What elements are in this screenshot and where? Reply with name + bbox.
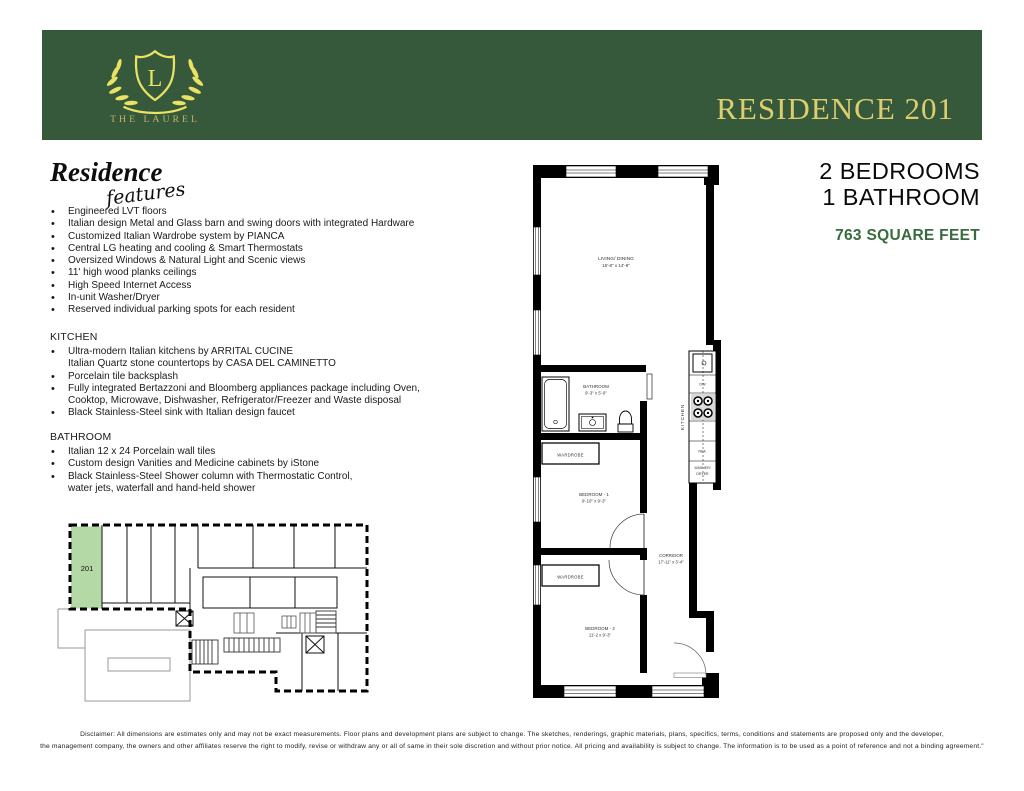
svg-text:BATHROOM: BATHROOM: [583, 384, 609, 389]
list-item: • Fully integrated Bertazzoni and Bloomberg appliances package including Oven, Cooktop, Microwave, Dishwasher, Refrigerator/Freezer and Waste disposal: [40, 383, 420, 408]
storage-lockers: [234, 613, 316, 633]
svg-text:CORRIDOR: CORRIDOR: [659, 553, 683, 558]
bathrooms-count: 1 BATHROOM: [822, 184, 980, 210]
wardrobe2-label: WARDROBE: [557, 574, 584, 580]
list-item: • Porcelain tile backsplash: [40, 371, 420, 383]
list-item: • High Speed Internet Access: [40, 280, 414, 292]
wardrobe1-label: WARDROBE: [557, 452, 584, 458]
disclaimer-line-2: the management company, the owners and other affiliates reserve the right to modify, revise or withdraw any or all of same in their sole discretion and without prior notice. All pricing and availability is subject to change. The information is to be used as a point of reference and not a binding agreement.": [40, 743, 984, 750]
kitchen-list: [40, 346, 420, 420]
washer-label: WASHER/: [694, 466, 711, 470]
list-item: • Central LG heating and cooling & Smart Thermostats: [40, 243, 414, 255]
svg-text:BEDROOM - 2: BEDROOM - 2: [585, 626, 615, 631]
list-item: • Reserved individual parking spots for each resident: [40, 304, 414, 316]
list-item: • Customized Italian Wardrobe system by PIANCA: [40, 231, 414, 243]
svg-text:11'-2 x 9'-3": 11'-2 x 9'-3": [588, 632, 612, 638]
svg-text:LIVING/ DINING: LIVING/ DINING: [598, 257, 634, 262]
pocket-door: [647, 374, 652, 399]
bathroom-heading: BATHROOM: [50, 431, 112, 443]
room-bedroom-1: [579, 492, 609, 504]
toilet-icon: [618, 411, 633, 432]
list-item: • Black Stainless-Steel Shower column with Thermostatic Control, water jets, waterfall and hand-held shower: [40, 471, 352, 496]
features-subheading: features: [104, 178, 187, 210]
dw-label: DW: [699, 382, 706, 387]
entry-door-leaf: [674, 673, 706, 678]
room-corridor: [658, 553, 684, 565]
room-living-dining: [598, 256, 634, 268]
list-item: • Custom design Vanities and Medicine cabinets by iStone: [40, 458, 352, 470]
bedrooms-count: 2 BEDROOMS: [819, 158, 980, 184]
dryer-label: DRYER: [696, 472, 709, 476]
bathroom-list: [40, 446, 352, 495]
vanity-sink-icon: [579, 414, 606, 431]
svg-text:16'-8" x 14'-9": 16'-8" x 14'-9": [602, 263, 630, 268]
keyplan-unit-201-label: 201: [80, 564, 94, 573]
residence-title: RESIDENCE 201: [716, 91, 954, 126]
svg-text:9'-3" x 5'-0": 9'-3" x 5'-0": [585, 390, 607, 396]
room-bathroom: [583, 384, 609, 396]
features-heading: Residence: [50, 157, 163, 187]
svg-text:17'-11" x 3'-4": 17'-11" x 3'-4": [658, 559, 684, 565]
bathtub-icon: [542, 377, 569, 431]
laurel-logo: [80, 42, 230, 125]
unit-floorplan: [528, 165, 728, 710]
ref-label: REF.: [698, 449, 707, 454]
svg-text:9'-10" x 9'-3": 9'-10" x 9'-3": [581, 498, 607, 504]
list-item: • Black Stainless-Steel sink with Italian design faucet: [40, 407, 420, 419]
stairs-icon: [192, 611, 336, 664]
list-item: • Italian 12 x 24 Porcelain wall tiles: [40, 446, 352, 458]
stove-icon: [691, 394, 715, 420]
list-item: • In-unit Washer/Dryer: [40, 292, 414, 304]
header-banner: [42, 30, 982, 140]
logo-letter: L: [147, 65, 163, 92]
list-item: • Ultra-modern Italian kitchens by ARRITAL CUCINE Italian Quartz stone countertops by CASA DEL CAMINETTO: [40, 346, 420, 371]
list-item: • 11' high wood planks ceilings: [40, 267, 414, 279]
list-item: • Oversized Windows & Natural Light and Scenic views: [40, 255, 414, 267]
svg-text:BEDROOM - 1: BEDROOM - 1: [579, 492, 609, 497]
keyplan-amenity-outline: [58, 609, 190, 701]
building-keyplan: [50, 518, 380, 713]
list-item: • Italian design Metal and Glass barn and swing doors with integrated Hardware: [40, 218, 414, 230]
area-value: 763 SQUARE FEET: [835, 227, 980, 244]
unit-summary: [819, 158, 980, 245]
kitchen-unit: [680, 351, 716, 483]
features-list: [40, 206, 414, 317]
room-bedroom-2: [585, 626, 615, 638]
kitchen-label: KITCHEN: [681, 403, 686, 431]
brand-name: THE LAUREL: [110, 113, 200, 125]
bathroom-fixtures: [542, 374, 652, 432]
disclaimer-line-1: Disclaimer: All dimensions are estimates only and may not be exact measurements. Floor plans and development plans are subject to change. The sketches, renderings, graphic materials, plans, specifics, terms, conditions and statements are proposed only and the developer,: [80, 731, 944, 738]
kitchen-heading: KITCHEN: [50, 331, 98, 343]
list-item: • Engineered LVT floors: [40, 206, 414, 218]
